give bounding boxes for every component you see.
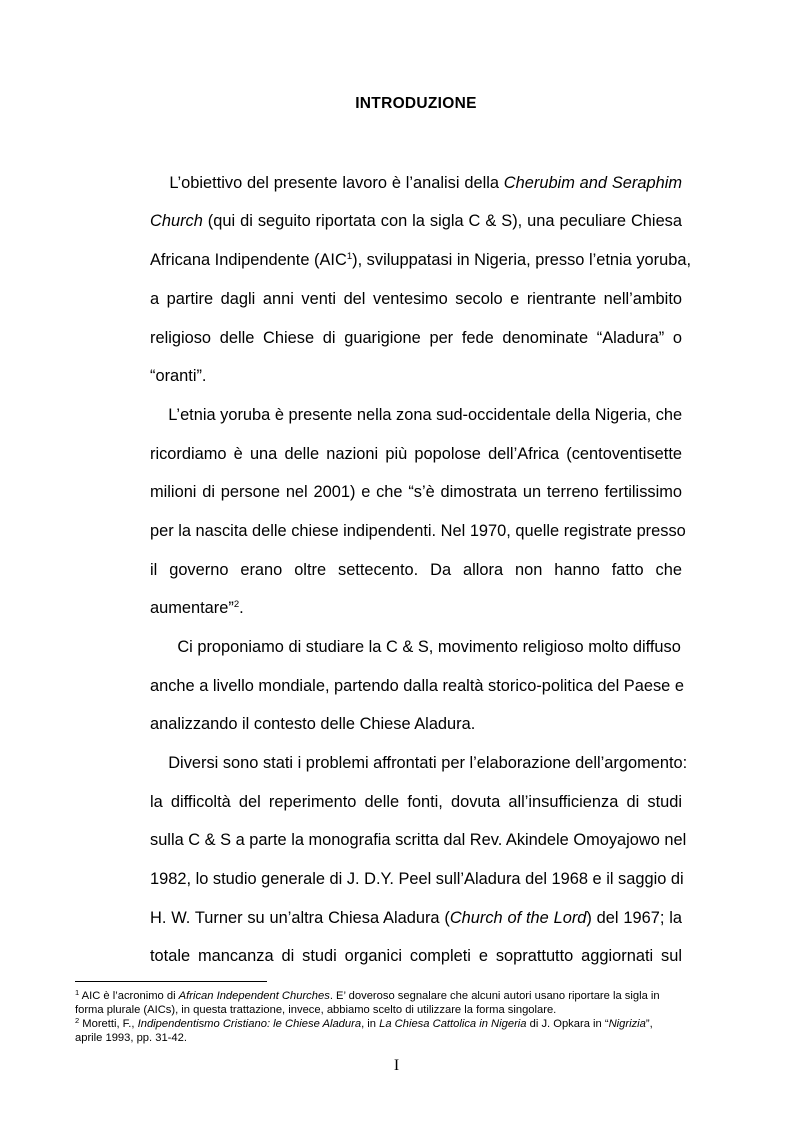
- footnote-separator: [75, 981, 267, 982]
- footnote-text: AIC è l’acronimo di: [79, 990, 179, 1002]
- body-text: .: [239, 599, 244, 617]
- body-line-14: anche a livello mondiale, partendo dalla realtà storico-politica del Paese e: [150, 677, 684, 695]
- footnote-text: ”,: [645, 1018, 653, 1030]
- body-line-11: il governo erano oltre settecento. Da allora non hanno fatto che: [150, 561, 682, 579]
- body-line-18: sulla C & S a parte la monografia scritta dal Rev. Akindele Omoyajowo nel: [150, 831, 687, 849]
- footnote-text: , in: [361, 1018, 380, 1030]
- body-text: ), sviluppatasi in Nigeria, presso l’etnia yoruba,: [352, 251, 692, 269]
- page-number: I: [393, 1057, 400, 1074]
- footnote-1-line-2: forma plurale (AICs), in questa trattazione, invece, abbiamo scelto di utilizzare la forma singolare.: [75, 1004, 557, 1016]
- body-line-20: [150, 908, 682, 928]
- body-text: H. W. Turner su un’altra Chiesa Aladura (: [150, 909, 450, 927]
- footnote-1-line-1: [75, 990, 715, 1003]
- body-line-1: [150, 173, 682, 193]
- footnote-italic: African Independent Churches: [178, 990, 330, 1002]
- footnote-number: 2: [75, 1016, 80, 1025]
- body-line-2: [150, 211, 682, 231]
- body-line-13: [150, 637, 682, 657]
- body-line-9: milioni di persone nel 2001) e che “s’è dimostrata un terreno fertilissimo: [150, 483, 682, 501]
- body-text: (qui di seguito riportata con la sigla C & S), una peculiare Chiesa: [202, 212, 682, 230]
- page-title: INTRODUZIONE: [355, 95, 477, 112]
- body-line-5: religioso delle Chiese di guarigione per fede denominate “Aladura” o: [150, 329, 682, 347]
- body-text: L’etnia yoruba è presente nella zona sud-occidentale della Nigeria, che: [168, 406, 683, 424]
- body-text: ) del 1967; la: [586, 909, 682, 927]
- footnote-text: Moretti, F.,: [79, 1018, 138, 1030]
- church-name-italic: Church of the Lord: [449, 909, 587, 927]
- footnote-ref-1: 1: [346, 251, 353, 262]
- body-line-3: [150, 250, 692, 270]
- body-line-7: [150, 405, 682, 425]
- church-name-italic: Church: [150, 212, 203, 230]
- body-line-4: a partire dagli anni venti del ventesimo secolo e rientrante nell’ambito: [150, 290, 682, 308]
- body-line-16: [150, 753, 688, 773]
- body-text: L’obiettivo del presente lavoro è l’analisi della: [169, 174, 504, 192]
- body-line-12: [150, 598, 682, 618]
- body-text: Diversi sono stati i problemi affrontati per l’elaborazione dell’argomento:: [168, 754, 688, 772]
- body-line-21: totale mancanza di studi organici completi e soprattutto aggiornati sul: [150, 947, 682, 965]
- body-text: Ci proponiamo di studiare la C & S, movimento religioso molto diffuso: [177, 638, 681, 656]
- footnote-text: di J. Opkara in “: [526, 1018, 609, 1030]
- footnote-2-line-2: aprile 1993, pp. 31-42.: [75, 1032, 187, 1044]
- church-name-italic: Cherubim and Seraphim: [503, 174, 682, 192]
- footnote-2-line-1: [75, 1018, 715, 1031]
- footnote-italic: Nigrizia: [608, 1018, 646, 1030]
- body-line-19: 1982, lo studio generale di J. D.Y. Peel sull’Aladura del 1968 e il saggio di: [150, 870, 684, 888]
- body-line-17: la difficoltà del reperimento delle fonti, dovuta all’insufficienza di studi: [150, 793, 682, 811]
- body-text: aumentare”: [150, 599, 234, 617]
- body-line-15: analizzando il contesto delle Chiese Aladura.: [150, 715, 476, 733]
- body-line-6: “oranti”.: [150, 367, 207, 385]
- body-line-8: ricordiamo è una delle nazioni più popolose dell’Africa (centoventisette: [150, 445, 682, 463]
- footnote-italic: Indipendentismo Cristiano: le Chiese Aladura: [137, 1018, 362, 1030]
- footnote-text: . E’ doveroso segnalare che alcuni autori usano riportare la sigla in: [329, 990, 660, 1002]
- footnote-number: 1: [75, 988, 80, 997]
- body-text: Africana Indipendente (AIC: [150, 251, 347, 269]
- body-line-10: per la nascita delle chiese indipendenti. Nel 1970, quelle registrate presso: [150, 522, 686, 540]
- footnote-ref-2: 2: [233, 599, 240, 610]
- footnote-italic: La Chiesa Cattolica in Nigeria: [379, 1018, 527, 1030]
